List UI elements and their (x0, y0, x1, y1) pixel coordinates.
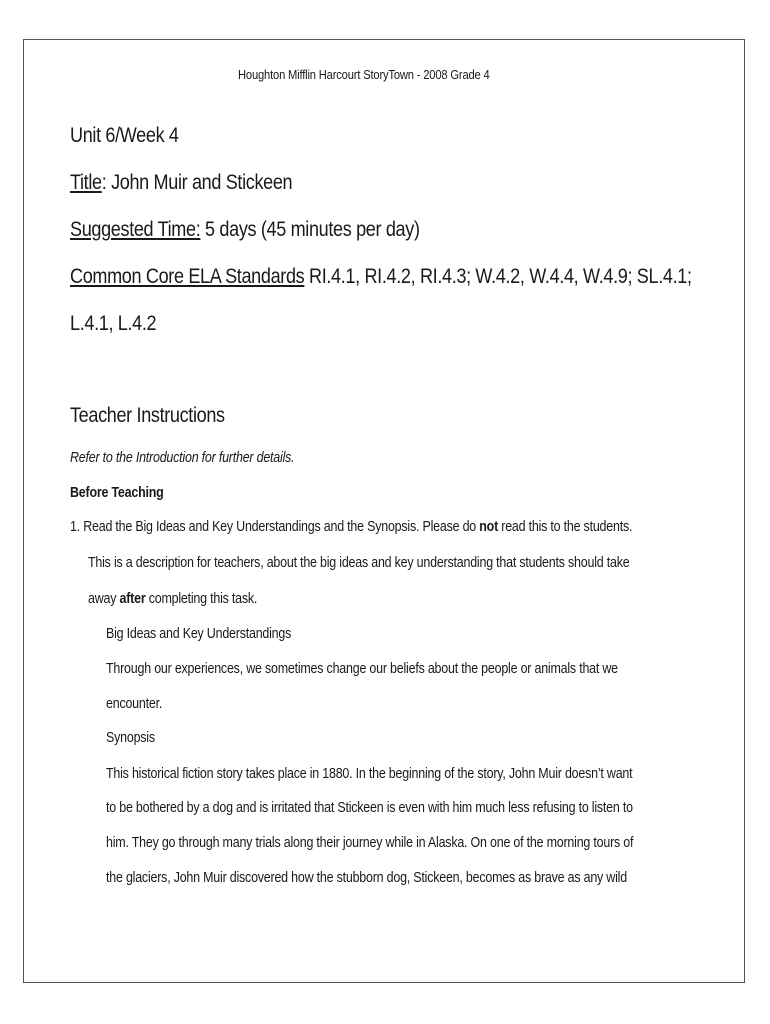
item-1-line-3: away after completing this task. (88, 591, 258, 607)
standards-label: Common Core ELA Standards (70, 265, 305, 288)
teacher-instructions-heading: Teacher Instructions (70, 404, 225, 427)
document-page (23, 39, 745, 983)
big-ideas-line-2: encounter. (106, 696, 163, 712)
item-1-line-1: 1. Read the Big Ideas and Key Understandings and the Synopsis. Please do not read this to the students. (70, 519, 633, 535)
big-ideas-line-1: Through our experiences, we sometimes change our beliefs about the people or animals that we (106, 661, 618, 677)
big-ideas-heading: Big Ideas and Key Understandings (106, 626, 292, 642)
time-line (70, 218, 477, 242)
standards-line (70, 265, 770, 289)
title-value: : John Muir and Stickeen (101, 171, 293, 194)
standards-line-2: L.4.1, L.4.2 (70, 312, 157, 335)
time-label: Suggested Time: (70, 218, 201, 241)
synopsis-heading: Synopsis (106, 730, 155, 746)
time-value: 5 days (45 minutes per day) (200, 218, 420, 241)
synopsis-line: the glaciers, John Muir discovered how the stubborn dog, Stickeen, becomes as brave as any wild (106, 870, 627, 886)
synopsis-line: him. They go through many trials along their journey while in Alaska. On one of the morning tours of (106, 835, 634, 851)
synopsis-line: to be bothered by a dog and is irritated that Stickeen is even with him much less refusing to listen to (106, 800, 633, 816)
title-line (70, 171, 328, 195)
unit-line: Unit 6/Week 4 (70, 124, 179, 147)
page-header: Houghton Mifflin Harcourt StoryTown - 2008 Grade 4 (237, 67, 490, 82)
standards-value: RI.4.1, RI.4.2, RI.4.3; W.4.2, W.4.4, W.4.9; SL.4.1; (304, 265, 692, 288)
before-teaching-heading: Before Teaching (70, 485, 164, 501)
item-1-number: 1. (70, 519, 80, 535)
intro-note: Refer to the Introduction for further details. (70, 450, 295, 466)
item-1-line-2: This is a description for teachers, about the big ideas and key understanding that students should take (88, 555, 630, 571)
title-label: Title (70, 171, 102, 194)
synopsis-line: This historical fiction story takes place in 1880. In the beginning of the story, John Muir doesn’t want (106, 766, 633, 782)
